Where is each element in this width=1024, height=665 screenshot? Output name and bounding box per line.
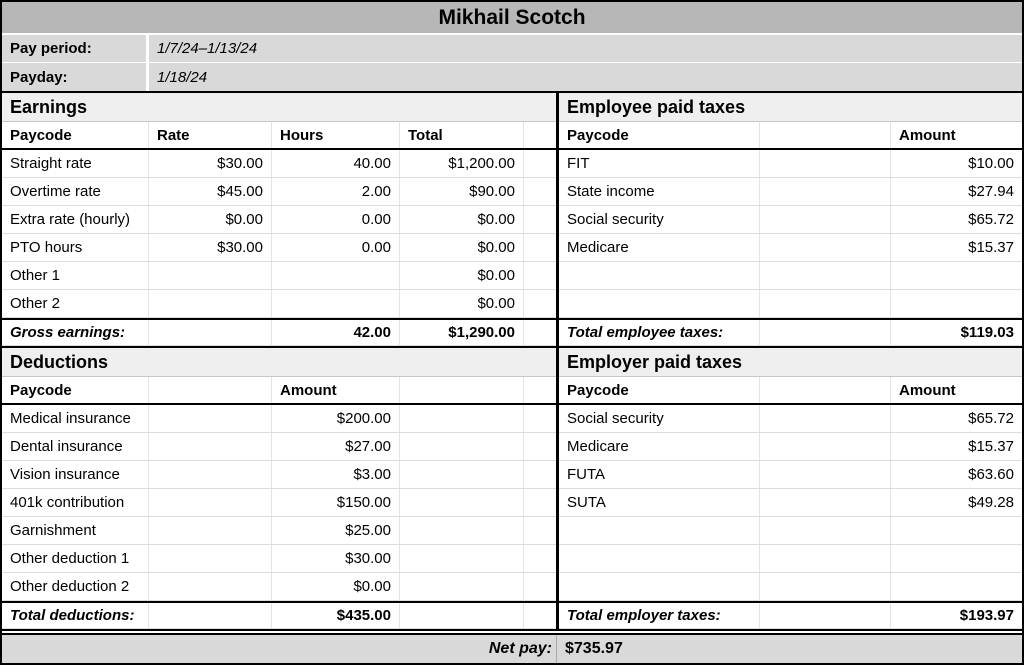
cell-amount — [891, 262, 1022, 289]
cell-paycode: Other deduction 2 — [2, 573, 149, 600]
band-deductions-employer-taxes — [2, 348, 1022, 631]
cell-empty — [760, 377, 891, 403]
table-row — [559, 461, 1022, 489]
employee-taxes-table — [559, 93, 1022, 346]
cell-empty — [760, 122, 891, 148]
cell-empty — [149, 377, 272, 403]
cell-empty — [760, 573, 891, 600]
cell-empty — [524, 433, 556, 460]
cell-paycode: Other 1 — [2, 262, 149, 289]
pay-period-label: Pay period: — [2, 35, 149, 62]
cell-amount: $30.00 — [272, 545, 400, 572]
cell-empty — [149, 433, 272, 460]
col-header-amount: Amount — [899, 381, 956, 399]
cell-empty — [149, 461, 272, 488]
cell-empty — [760, 433, 891, 460]
gross-earnings-hours: 42.00 — [272, 320, 400, 345]
cell-empty — [524, 405, 556, 432]
cell-paycode: FIT — [559, 150, 760, 177]
net-pay-row — [2, 633, 1022, 663]
cell-empty — [524, 517, 556, 544]
table-row — [559, 150, 1022, 178]
cell-empty — [524, 150, 556, 177]
table-row — [559, 178, 1022, 206]
table-row — [559, 206, 1022, 234]
cell-empty — [760, 489, 891, 516]
table-row — [2, 262, 556, 290]
col-header-paycode: Paycode — [2, 377, 149, 403]
cell-empty — [524, 320, 556, 345]
cell-empty — [760, 234, 891, 261]
cell-empty — [400, 603, 524, 628]
cell-empty — [760, 290, 891, 317]
cell-total: $0.00 — [400, 206, 524, 233]
table-row — [2, 178, 556, 206]
cell-amount — [891, 573, 1022, 600]
cell-amount: $15.37 — [968, 239, 1014, 256]
table-row — [2, 489, 556, 517]
cell-empty — [760, 150, 891, 177]
total-deductions-label: Total deductions: — [2, 603, 149, 628]
cell-rate: $30.00 — [149, 150, 272, 177]
payday-label: Payday: — [2, 63, 149, 91]
col-header-amount: Amount — [899, 126, 956, 144]
col-header-paycode: Paycode — [2, 122, 149, 148]
employee-name: Mikhail Scotch — [438, 5, 586, 29]
cell-empty — [524, 377, 556, 403]
cell-empty — [760, 461, 891, 488]
cell-amount: $15.37 — [968, 438, 1014, 455]
earnings-header-row — [2, 122, 556, 150]
pay-info-block — [2, 35, 1022, 93]
employee-name-header — [2, 2, 1022, 35]
cell-rate: $30.00 — [149, 234, 272, 261]
cell-amount: $27.00 — [272, 433, 400, 460]
cell-total: $90.00 — [400, 178, 524, 205]
cell-paycode: Garnishment — [2, 517, 149, 544]
cell-empty — [760, 545, 891, 572]
table-row — [559, 234, 1022, 262]
cell-amount: $65.72 — [968, 410, 1014, 427]
deductions-header-row — [2, 377, 556, 405]
table-row — [2, 150, 556, 178]
cell-amount — [891, 290, 1022, 317]
total-deductions-row — [2, 601, 556, 629]
cell-paycode: 401k contribution — [2, 489, 149, 516]
payday-row — [2, 63, 1022, 91]
cell-paycode: Vision insurance — [2, 461, 149, 488]
table-row — [559, 405, 1022, 433]
cell-paycode: Straight rate — [2, 150, 149, 177]
cell-total: $0.00 — [400, 290, 524, 317]
cell-paycode: Medical insurance — [2, 405, 149, 432]
cell-empty — [524, 489, 556, 516]
cell-amount: $49.28 — [968, 494, 1014, 511]
cell-empty — [524, 206, 556, 233]
cell-amount: $27.94 — [968, 183, 1014, 200]
cell-empty — [760, 206, 891, 233]
cell-empty — [524, 545, 556, 572]
cell-empty — [524, 122, 556, 148]
cell-paycode — [559, 290, 760, 317]
table-row — [559, 489, 1022, 517]
gross-earnings-label: Gross earnings: — [2, 320, 149, 345]
cell-total: $0.00 — [400, 234, 524, 261]
cell-hours: 2.00 — [272, 178, 400, 205]
cell-paycode: Social security — [559, 405, 760, 432]
table-row — [2, 517, 556, 545]
cell-hours — [272, 290, 400, 317]
pay-period-row — [2, 35, 1022, 63]
net-pay-label: Net pay: — [2, 635, 557, 663]
table-row — [2, 573, 556, 601]
cell-paycode: Overtime rate — [2, 178, 149, 205]
cell-amount: $150.00 — [272, 489, 400, 516]
table-row — [559, 517, 1022, 545]
cell-empty — [400, 517, 524, 544]
col-header-rate: Rate — [149, 122, 272, 148]
earnings-section-title: Earnings — [2, 93, 556, 122]
employee-taxes-header-row — [559, 122, 1022, 150]
gross-earnings-amount: $1,290.00 — [400, 320, 524, 345]
net-pay-value: $735.97 — [565, 640, 623, 657]
band-earnings-employee-taxes — [2, 93, 1022, 348]
cell-empty — [149, 545, 272, 572]
cell-paycode: Extra rate (hourly) — [2, 206, 149, 233]
cell-paycode: FUTA — [559, 461, 760, 488]
cell-paycode — [559, 545, 760, 572]
cell-amount — [891, 545, 1022, 572]
cell-paycode: Dental insurance — [2, 433, 149, 460]
total-employee-taxes-amount: $119.03 — [960, 324, 1014, 341]
cell-hours: 0.00 — [272, 206, 400, 233]
earnings-table — [2, 93, 559, 346]
total-employer-taxes-row — [559, 601, 1022, 629]
table-row — [559, 290, 1022, 318]
employer-taxes-section-title: Employer paid taxes — [559, 348, 1022, 377]
total-deductions-amount: $435.00 — [272, 603, 400, 628]
table-row — [2, 206, 556, 234]
cell-empty — [760, 517, 891, 544]
cell-amount: $63.60 — [968, 466, 1014, 483]
cell-amount: $25.00 — [272, 517, 400, 544]
cell-amount: $65.72 — [968, 211, 1014, 228]
cell-empty — [524, 234, 556, 261]
cell-empty — [149, 489, 272, 516]
pay-period-value: 1/7/24–1/13/24 — [157, 40, 258, 57]
cell-empty — [149, 603, 272, 628]
cell-empty — [400, 461, 524, 488]
deductions-section-title: Deductions — [2, 348, 556, 377]
payday-value: 1/18/24 — [157, 68, 208, 86]
cell-empty — [760, 178, 891, 205]
table-row — [2, 461, 556, 489]
col-header-hours: Hours — [272, 122, 400, 148]
cell-rate: $0.00 — [149, 206, 272, 233]
cell-empty — [524, 461, 556, 488]
col-header-paycode: Paycode — [559, 377, 760, 403]
cell-paycode — [559, 573, 760, 600]
cell-paycode: SUTA — [559, 489, 760, 516]
employer-taxes-table — [559, 348, 1022, 629]
cell-hours: 0.00 — [272, 234, 400, 261]
cell-empty — [149, 573, 272, 600]
total-employee-taxes-row — [559, 318, 1022, 346]
col-header-total: Total — [400, 122, 524, 148]
cell-total: $0.00 — [400, 262, 524, 289]
cell-paycode: Medicare — [559, 433, 760, 460]
cell-paycode: Other deduction 1 — [2, 545, 149, 572]
cell-paycode: Social security — [559, 206, 760, 233]
cell-amount: $0.00 — [272, 573, 400, 600]
cell-empty — [524, 262, 556, 289]
total-employer-taxes-label: Total employer taxes: — [559, 603, 760, 628]
table-row — [2, 234, 556, 262]
cell-rate — [149, 290, 272, 317]
table-row — [559, 573, 1022, 601]
table-row — [2, 290, 556, 318]
total-employee-taxes-label: Total employee taxes: — [559, 320, 760, 345]
cell-amount — [891, 517, 1022, 544]
cell-hours — [272, 262, 400, 289]
table-row — [2, 545, 556, 573]
cell-empty — [524, 573, 556, 600]
cell-empty — [760, 603, 891, 628]
cell-empty — [149, 517, 272, 544]
cell-empty — [400, 545, 524, 572]
employer-taxes-header-row — [559, 377, 1022, 405]
cell-empty — [400, 405, 524, 432]
table-row — [2, 433, 556, 461]
cell-paycode: Other 2 — [2, 290, 149, 317]
cell-amount: $3.00 — [272, 461, 400, 488]
cell-paycode: PTO hours — [2, 234, 149, 261]
cell-hours: 40.00 — [272, 150, 400, 177]
cell-amount: $200.00 — [272, 405, 400, 432]
employee-taxes-section-title: Employee paid taxes — [559, 93, 1022, 122]
cell-empty — [760, 262, 891, 289]
cell-empty — [400, 573, 524, 600]
cell-rate: $45.00 — [149, 178, 272, 205]
deductions-table — [2, 348, 559, 629]
gross-earnings-row — [2, 318, 556, 346]
table-row — [559, 433, 1022, 461]
cell-paycode: State income — [559, 178, 760, 205]
cell-empty — [149, 320, 272, 345]
cell-empty — [524, 178, 556, 205]
cell-amount: $10.00 — [968, 155, 1014, 172]
cell-empty — [760, 405, 891, 432]
cell-paycode: Medicare — [559, 234, 760, 261]
cell-empty — [524, 603, 556, 628]
col-header-paycode: Paycode — [559, 122, 760, 148]
cell-empty — [149, 405, 272, 432]
table-row — [559, 545, 1022, 573]
table-row — [2, 405, 556, 433]
cell-empty — [400, 433, 524, 460]
cell-paycode — [559, 517, 760, 544]
cell-total: $1,200.00 — [400, 150, 524, 177]
cell-empty — [760, 320, 891, 345]
cell-empty — [400, 377, 524, 403]
cell-rate — [149, 262, 272, 289]
total-employer-taxes-amount: $193.97 — [959, 607, 1014, 624]
table-row — [559, 262, 1022, 290]
col-header-amount: Amount — [272, 377, 400, 403]
cell-paycode — [559, 262, 760, 289]
cell-empty — [524, 290, 556, 317]
cell-empty — [400, 489, 524, 516]
